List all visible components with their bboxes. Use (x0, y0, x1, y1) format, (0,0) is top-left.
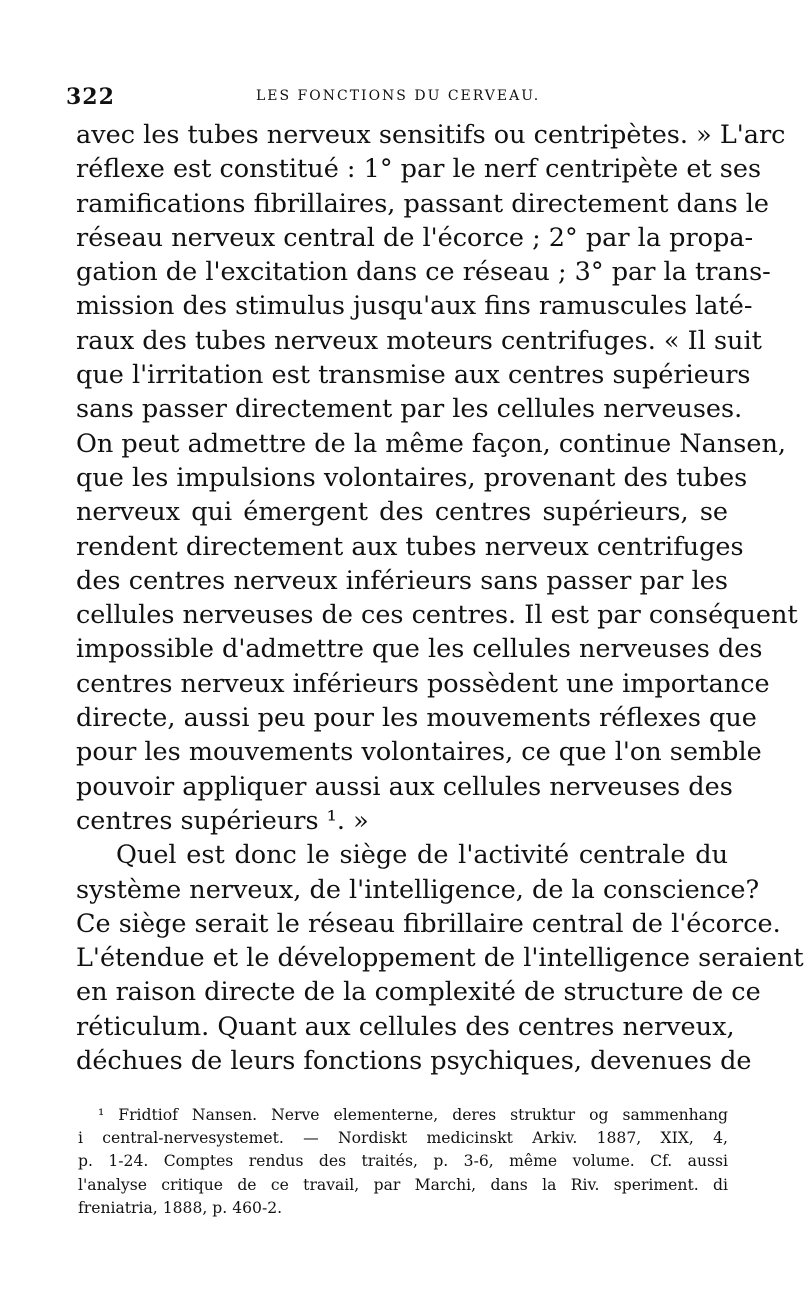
text-line: ramifications fibrillaires, passant directement dans le (76, 188, 770, 219)
page-header (66, 84, 736, 114)
footnote-line: freniatria, 1888, p. 460-2. (78, 1198, 283, 1217)
text-line: On peut admettre de la même façon, continue Nansen, (76, 428, 786, 459)
footnote-line: ¹ Fridtiof Nansen. Nerve elementerne, deres struktur og sammenhang (98, 1106, 728, 1124)
text-line: raux des tubes nerveux moteurs centrifuges. « Il suit (76, 325, 762, 356)
text-line: réflexe est constitué : 1° par le nerf centripète et ses (76, 154, 762, 185)
footnote-line: l'analyse critique de ce travail, par Marchi, dans la Riv. speriment. di (78, 1175, 728, 1194)
page-number: 322 (66, 84, 115, 110)
text-line: Ce siège serait le réseau fibrillaire central de l'écorce. (76, 908, 781, 939)
text-line: L'étendue et le développement de l'intelligence seraient (76, 943, 804, 974)
footnote (78, 1104, 728, 1220)
text-line: déchues de leurs fonctions psychiques, devenues de (76, 1046, 752, 1077)
paragraph-end-line: centres supérieurs ¹. » (76, 805, 369, 836)
text-line: centres nerveux inférieurs possèdent une importance (76, 668, 770, 699)
text-line: des centres nerveux inférieurs sans passer par les (76, 565, 728, 596)
text-line: cellules nerveuses de ces centres. Il est par conséquent (76, 600, 798, 631)
text-line: sans passer directement par les cellules nerveuses. (76, 394, 743, 425)
text-line: que les impulsions volontaires, provenant des tubes (76, 462, 748, 493)
running-title: LES FONCTIONS DU CERVEAU. (256, 88, 541, 104)
text-line: que l'irritation est transmise aux centres supérieurs (76, 360, 751, 391)
text-line: réticulum. Quant aux cellules des centres nerveux, (76, 1011, 735, 1042)
footnote-line: p. 1-24. Comptes rendus des traités, p. 3-6, même volume. Cf. aussi (78, 1152, 728, 1171)
text-line: en raison directe de la complexité de structure de ce (76, 977, 761, 1008)
footnote-line: i central-nervesystemet. — Nordiskt medicinskt Arkiv. 1887, XIX, 4, (78, 1129, 728, 1148)
paragraph-start-line: Quel est donc le siège de l'activité centrale du (116, 840, 728, 871)
text-line: directe, aussi peu pour les mouvements réflexes que (76, 703, 757, 734)
text-line: nerveux qui émergent des centres supérieurs, se (76, 497, 728, 528)
text-line: avec les tubes nerveux sensitifs ou centripètes. » L'arc (76, 120, 786, 150)
text-line: pouvoir appliquer aussi aux cellules nerveuses des (76, 771, 733, 802)
body-text (76, 118, 804, 1078)
text-line: mission des stimulus jusqu'aux fins ramuscules laté- (76, 291, 753, 322)
text-line: impossible d'admettre que les cellules nerveuses des (76, 634, 763, 665)
text-line: pour les mouvements volontaires, ce que l'on semble (76, 737, 762, 768)
text-line: rendent directement aux tubes nerveux centrifuges (76, 531, 744, 562)
text-line: système nerveux, de l'intelligence, de la conscience? (76, 874, 760, 905)
text-line: gation de l'excitation dans ce réseau ; 3° par la trans- (76, 257, 771, 288)
text-line: réseau nerveux central de l'écorce ; 2° par la propa- (76, 222, 754, 253)
